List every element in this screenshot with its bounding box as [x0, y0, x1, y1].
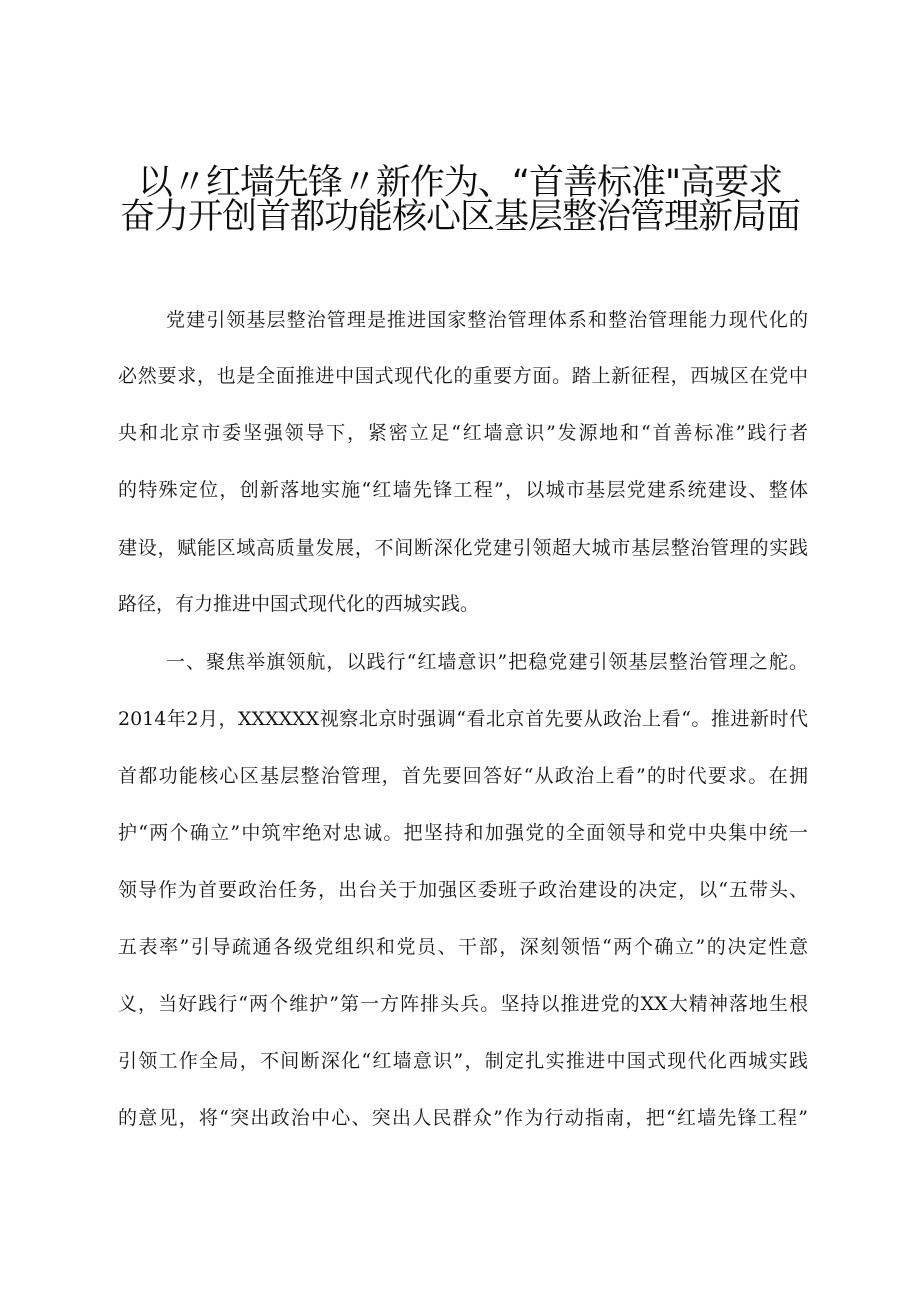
paragraph-2-line-3: 首都功能核心区基层整治管理，首先要回答好“从政治上看”的时代要求。在拥 [118, 765, 808, 787]
paragraph-2-line-7: 义，当好践行“两个维护”第一方阵排头兵。坚持以推进党的XX大精神落地生根 [118, 993, 808, 1015]
paragraph-2-line-1: 一、聚焦举旗领航，以践行“红墙意识”把稳党建引领基层整治管理之舵。 [166, 651, 808, 673]
paragraph-1-line-5: 建设，赋能区域高质量发展，不间断深化党建引领超大城市基层整治管理的实践 [118, 537, 808, 559]
paragraph-1-line-6: 路径，有力推进中国式现代化的西城实践。 [118, 593, 480, 615]
paragraph-1-line-2: 必然要求，也是全面推进中国式现代化的重要方面。踏上新征程，西城区在党中 [118, 365, 808, 387]
paragraph-2-line-9: 的意见，将“突出政治中心、突出人民群众”作为行动指南，把“红墙先锋工程” [118, 1107, 808, 1129]
paragraph-1-line-1: 党建引领基层整治管理是推进国家整治管理体系和整治管理能力现代化的 [166, 309, 808, 331]
paragraph-2-line-8: 引领工作全局，不间断深化“红墙意识”，制定扎实推进中国式现代化西城实践 [118, 1050, 808, 1072]
paragraph-2-line-6: 五表率”引导疏通各级党组织和党员、干部，深刻领悟“两个确立”的决定性意 [118, 936, 808, 958]
document-title-line-1: 以〃红墙先锋〃新作为、“首善标准"高要求 [137, 163, 783, 203]
paragraph-2-line-5: 领导作为首要政治任务，出台关于加强区委班子政治建设的决定，以“五带头、 [118, 879, 808, 901]
paragraph-2-line-4: 护“两个确立”中筑牢绝对忠诚。把坚持和加强党的全面领导和党中央集中统一 [118, 822, 808, 844]
paragraph-1-line-4: 的特殊定位，创新落地实施“红墙先锋工程”，以城市基层党建系统建设、整体 [118, 479, 808, 501]
paragraph-2-line-2: 2014年2月，XXXXXX视察北京时强调“看北京首先要从政治上看“。推进新时代 [118, 708, 808, 730]
document-title-line-2: 奋力开创首都功能核心区基层整治管理新局面 [119, 197, 800, 237]
paragraph-1-line-3: 央和北京市委坚强领导下，紧密立足“红墙意识”发源地和“首善标准”践行者 [118, 422, 808, 444]
